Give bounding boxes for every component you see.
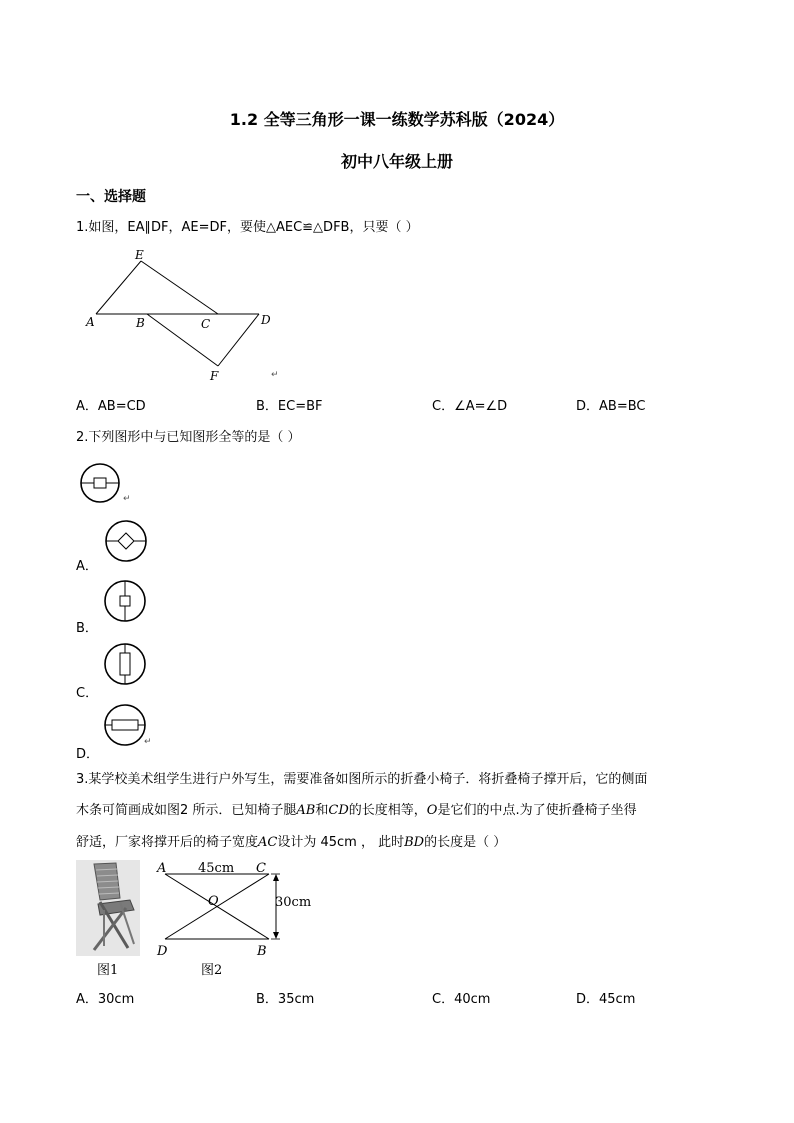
question-1-figure: [80, 245, 290, 385]
question-2-option-d[interactable]: D．: [76, 747, 100, 762]
question-2-option-b[interactable]: B．: [76, 621, 98, 636]
line-ec: [141, 261, 218, 314]
question-1-stem: 1.如图，EA∥DF，AE=DF，要使△AEC≌△DFB，只要（ ）: [76, 220, 419, 235]
question-3-chair-photo: [76, 860, 140, 956]
question-3-option-b[interactable]: B．35cm: [256, 992, 315, 1007]
question-3-figure-1-caption: 图1: [97, 963, 119, 978]
fig2-label-30cm: 30cm: [275, 895, 312, 910]
return-mark: ↵: [123, 494, 131, 504]
section-heading-choice: 一、选择题: [76, 189, 146, 205]
question-2-option-b-figure[interactable]: [101, 578, 149, 624]
return-mark: ↵: [144, 737, 152, 747]
question-2-option-c-figure[interactable]: [101, 641, 149, 687]
question-3-figure-2: [150, 857, 320, 961]
line-fd: [218, 314, 259, 366]
question-3-line-1: 3.某学校美术组学生进行户外写生，需要准备如图所示的折叠小椅子．将折叠椅子撑开后，它的侧面: [76, 772, 648, 787]
question-3-option-d[interactable]: D．45cm: [576, 992, 636, 1007]
question-3-line-2: 木条可简画成如图2 所示．已知椅子腿AB和CD的长度相等，O是它们的中点.为了使折叠椅子坐得: [76, 803, 637, 818]
point-label-e: E: [135, 248, 144, 262]
point-label-c: C: [201, 317, 211, 331]
fig2-label-a: A: [157, 861, 167, 876]
question-2-option-a-figure[interactable]: [102, 518, 150, 564]
question-3-option-a[interactable]: A．30cm: [76, 992, 135, 1007]
question-3-figure-2-caption: 图2: [201, 963, 223, 978]
return-mark: ↵: [271, 370, 279, 380]
fig2-label-c: C: [256, 861, 266, 876]
point-label-b: B: [136, 316, 145, 330]
question-2-option-d-figure[interactable]: [101, 702, 149, 748]
fig2-label-d: D: [157, 944, 168, 959]
question-1-option-d[interactable]: D．AB=BC: [576, 399, 646, 414]
fig2-label-o: O: [208, 894, 219, 909]
point-label-f: F: [210, 369, 219, 383]
point-label-d: D: [261, 313, 271, 327]
question-1-option-a[interactable]: A．AB=CD: [76, 399, 146, 414]
question-2-option-c[interactable]: C．: [76, 686, 99, 701]
fig2-label-b: B: [257, 944, 267, 959]
document-title: 1.2 全等三角形一课一练数学苏科版（2024）: [229, 110, 565, 129]
question-1-option-b[interactable]: B．EC=BF: [256, 399, 323, 414]
line-ae: [96, 261, 141, 314]
fig2-label-45cm: 45cm: [198, 861, 235, 876]
question-3-option-c[interactable]: C．40cm: [432, 992, 491, 1007]
question-2-given-figure: [78, 461, 124, 505]
document-subtitle: 初中八年级上册: [340, 152, 453, 171]
question-3-line-3: 舒适，厂家将撑开后的椅子宽度AC设计为 45cm ， 此时BD的长度是（ ）: [76, 835, 507, 850]
question-2-stem: 2.下列图形中与已知图形全等的是（ ）: [76, 430, 301, 445]
question-2-option-a[interactable]: A．: [76, 559, 98, 574]
point-label-a: A: [86, 315, 95, 329]
question-1-option-c[interactable]: C．∠A=∠D: [432, 399, 508, 414]
